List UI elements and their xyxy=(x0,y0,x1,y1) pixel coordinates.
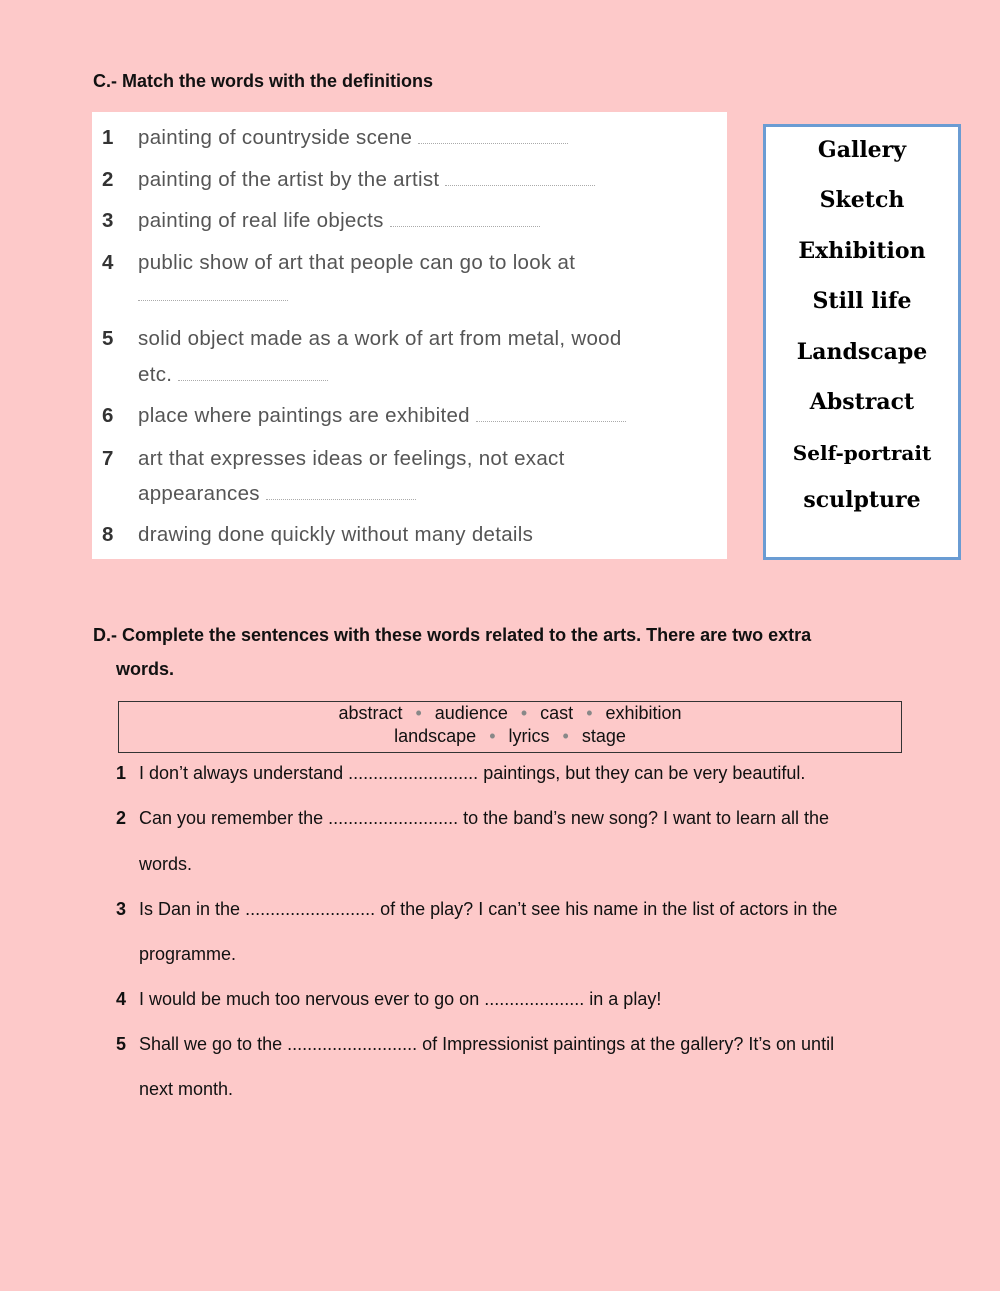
bullet-separator: • xyxy=(489,726,496,746)
sentence-number: 5 xyxy=(116,1034,127,1054)
definition-text: solid object made as a work of art from metal, wood xyxy=(138,327,622,350)
answer-blank[interactable]: .......................... xyxy=(348,763,479,783)
section-c-heading: C.- Match the words with the definitions xyxy=(93,71,433,91)
bank-word: cast xyxy=(540,703,574,723)
sentence-text: Is Dan in the xyxy=(139,899,241,919)
answer-blank[interactable] xyxy=(266,493,416,500)
sentence-text: I would be much too nervous ever to go on xyxy=(139,989,480,1009)
sentence-text: to the band’s new song? I want to learn all the xyxy=(463,808,830,828)
bank-word: lyrics xyxy=(508,726,550,746)
definition-text: place where paintings are exhibited xyxy=(138,404,470,427)
section-d-heading-line2: words. xyxy=(116,659,175,679)
sentence-text: I don’t always understand xyxy=(139,763,344,783)
sentence-text: of the play? I can’t see his name in the list of actors in the xyxy=(380,899,838,919)
sentence-number: 4 xyxy=(116,989,127,1009)
sentence-number: 1 xyxy=(116,763,127,783)
answer-blank[interactable] xyxy=(178,374,328,381)
sentence-continuation-text: next month. xyxy=(139,1079,234,1099)
bullet-separator: • xyxy=(586,703,593,723)
answer-blank[interactable] xyxy=(418,137,568,144)
bank-word: abstract xyxy=(338,703,403,723)
answer-blank[interactable] xyxy=(390,220,540,227)
definition-text: painting of the artist by the artist xyxy=(138,168,440,191)
sentence-number: 3 xyxy=(116,899,127,919)
word-exhibition: Exhibition xyxy=(798,238,926,264)
word-abstract: Abstract xyxy=(809,389,915,415)
word-self-portrait: Self-portrait xyxy=(792,441,932,465)
answer-blank[interactable] xyxy=(138,294,288,301)
sentence-number: 2 xyxy=(116,808,127,828)
word-landscape: Landscape xyxy=(796,339,928,365)
answer-blank[interactable]: .......................... xyxy=(287,1034,418,1054)
definition-number: 2 xyxy=(102,168,114,191)
answer-blank[interactable]: .......................... xyxy=(328,808,459,828)
word-bank xyxy=(118,701,902,753)
definition-continuation-text: etc. xyxy=(138,363,173,386)
definition-number: 1 xyxy=(102,126,114,149)
definition-text: painting of real life objects xyxy=(138,209,384,232)
bullet-separator: • xyxy=(520,703,528,723)
sentence-text: Can you remember the xyxy=(139,808,324,828)
definition-number: 4 xyxy=(102,251,114,274)
answer-blank[interactable]: .................... xyxy=(484,989,585,1009)
definition-number: 3 xyxy=(102,209,114,232)
section-d-heading xyxy=(93,618,893,686)
answer-blank[interactable] xyxy=(445,179,595,186)
word-sketch: Sketch xyxy=(819,187,905,213)
definition-number: 5 xyxy=(102,327,114,350)
definition-number: 6 xyxy=(102,404,114,427)
word-still-life: Still life xyxy=(812,288,912,314)
answer-blank[interactable]: .......................... xyxy=(245,899,376,919)
sentence-text: paintings, but they can be very beautiful. xyxy=(483,763,806,783)
word-list-box xyxy=(763,124,961,560)
bullet-separator: • xyxy=(562,726,569,746)
sentence-text: Shall we go to the xyxy=(139,1034,283,1054)
definition-text: art that expresses ideas or feelings, not exact xyxy=(138,447,565,470)
bank-word: exhibition xyxy=(605,703,682,723)
word-gallery: Gallery xyxy=(817,137,907,163)
definition-text: drawing done quickly without many details xyxy=(138,523,534,546)
bank-word: audience xyxy=(434,703,508,723)
definition-text: public show of art that people can go to look at xyxy=(138,251,576,274)
definitions-panel xyxy=(92,112,727,559)
bank-word: stage xyxy=(581,726,626,746)
definition-text: painting of countryside scene xyxy=(138,126,413,149)
sentence-continuation-text: programme. xyxy=(139,944,237,964)
sentence-text: of Impressionist paintings at the gallery? It’s on until xyxy=(422,1034,835,1054)
bank-word: landscape xyxy=(394,726,477,746)
section-d-heading-line1: D.- Complete the sentences with these words related to the arts. There are two extra xyxy=(93,625,812,645)
definition-number: 8 xyxy=(102,523,114,546)
word-sculpture: sculpture xyxy=(803,487,921,513)
definition-continuation-text: appearances xyxy=(138,482,260,505)
sentence-text: in a play! xyxy=(589,989,662,1009)
sentence-continuation-text: words. xyxy=(139,854,193,874)
bullet-separator: • xyxy=(415,703,422,723)
answer-blank[interactable] xyxy=(476,415,626,422)
definition-number: 7 xyxy=(102,447,114,470)
